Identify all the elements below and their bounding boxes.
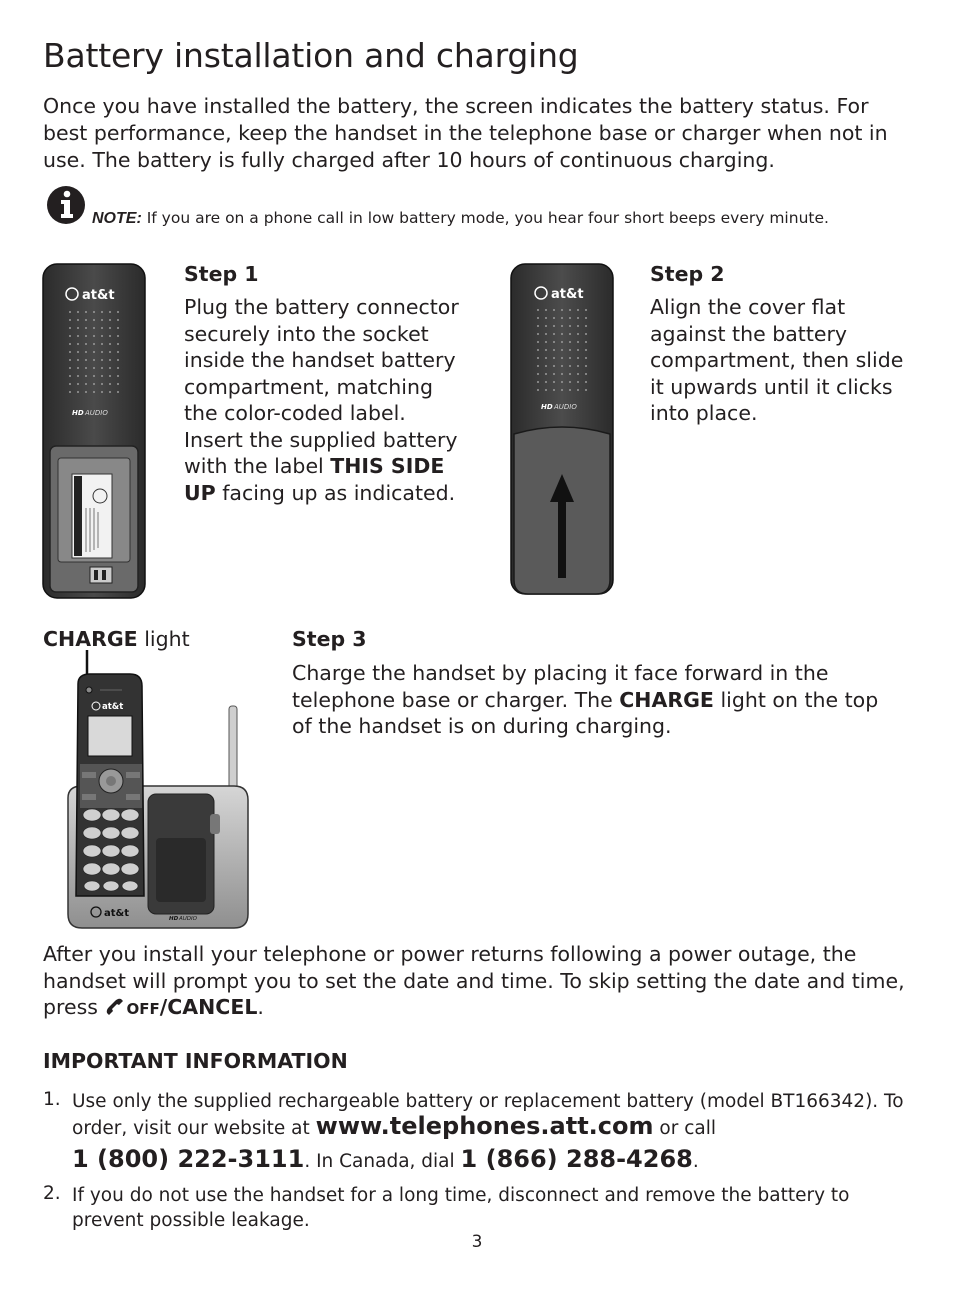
item1-text-a: Use only the supplied rechargeable battery or replacement battery (model BT166342). To order, visit our website at bbox=[72, 1091, 904, 1139]
note-label: NOTE: bbox=[92, 210, 142, 227]
list-item-number: 1. bbox=[43, 1089, 61, 1110]
handset-in-base-illustration bbox=[64, 648, 252, 932]
handset-cover-illustration bbox=[508, 262, 616, 598]
list-item bbox=[72, 1089, 922, 1177]
handset-open-battery-illustration bbox=[40, 262, 148, 602]
step3-heading: Step 3 bbox=[292, 627, 367, 651]
step1-text-a: Plug the battery connector securely into the socket inside the handset battery compartment, matching the color-coded label. Insert the supplied battery with the label bbox=[184, 295, 459, 478]
handset-screen bbox=[88, 716, 132, 756]
step1-text-b: facing up as indicated. bbox=[215, 480, 456, 505]
audio-text: AUDIO bbox=[554, 403, 577, 411]
us-phone-number: 1 (800) 222-3111 bbox=[72, 1145, 305, 1173]
step3-text-b: light on the top of the handset is on during charging. bbox=[292, 687, 879, 738]
cancel-key-label: /CANCEL bbox=[159, 995, 258, 1019]
note-text bbox=[92, 209, 922, 228]
off-key-label: OFF bbox=[126, 1000, 160, 1018]
step3-bold: CHARGE bbox=[619, 687, 714, 712]
page-number: 3 bbox=[471, 1232, 483, 1252]
hd-text: HD bbox=[72, 409, 84, 417]
info-icon bbox=[44, 185, 90, 225]
after-install-paragraph bbox=[43, 941, 923, 1023]
base-audio-text: AUDIO bbox=[179, 916, 197, 922]
step3-text bbox=[292, 660, 892, 740]
intro-paragraph: Once you have installed the battery, the screen indicates the battery status. For best performance, keep the handset in the telephone base or charger when not in use. The battery is fully charged after 10 hours of continuous charging. bbox=[43, 94, 888, 172]
brand-text: at&t bbox=[82, 288, 115, 303]
item1-text-b: or call bbox=[653, 1118, 716, 1139]
charge-light-bold: CHARGE bbox=[43, 627, 138, 651]
important-heading: IMPORTANT INFORMATION bbox=[43, 1049, 348, 1073]
charge-light-text: light bbox=[137, 627, 190, 651]
page-title: Battery installation and charging bbox=[43, 36, 579, 75]
handset-brand-text: at&t bbox=[102, 702, 124, 712]
base-hd-text: HD bbox=[169, 916, 179, 922]
base-brand-text: at&t bbox=[104, 908, 130, 919]
audio-text: AUDIO bbox=[85, 409, 108, 417]
step1-text bbox=[184, 294, 459, 506]
charge-light-indicator bbox=[86, 687, 92, 693]
list-item-number: 2. bbox=[43, 1183, 61, 1204]
step1-heading: Step 1 bbox=[184, 262, 259, 286]
note-body: If you are on a phone call in low battery mode, you hear four short beeps every minute. bbox=[141, 209, 829, 227]
after-text-a: After you install your telephone or power returns following a power outage, the handset will prompt you to set the date and time. To skip setting the date and time, press bbox=[43, 942, 905, 1019]
step3-text-a: Charge the handset by placing it face forward in the telephone base or charger. The bbox=[292, 661, 829, 712]
step2-heading: Step 2 bbox=[650, 262, 725, 286]
item1-text-d: . bbox=[692, 1151, 699, 1172]
list-item: If you do not use the handset for a long time, disconnect and remove the battery to prevent possible leakage. bbox=[72, 1185, 850, 1231]
phone-off-icon bbox=[104, 998, 126, 1016]
item1-text-c: . In Canada, dial bbox=[304, 1151, 461, 1172]
battery-connector bbox=[90, 567, 112, 583]
step1-bold: THIS SIDE UP bbox=[184, 454, 445, 505]
canada-phone-number: 1 (866) 288-4268 bbox=[460, 1145, 693, 1173]
hd-text: HD bbox=[541, 403, 553, 411]
step2-text: Align the cover flat against the battery compartment, then slide it upwards until it clicks into place. bbox=[650, 295, 904, 425]
website-link[interactable]: www.telephones.att.com bbox=[315, 1112, 654, 1140]
after-text-b: . bbox=[257, 995, 264, 1019]
brand-text: at&t bbox=[551, 287, 584, 302]
